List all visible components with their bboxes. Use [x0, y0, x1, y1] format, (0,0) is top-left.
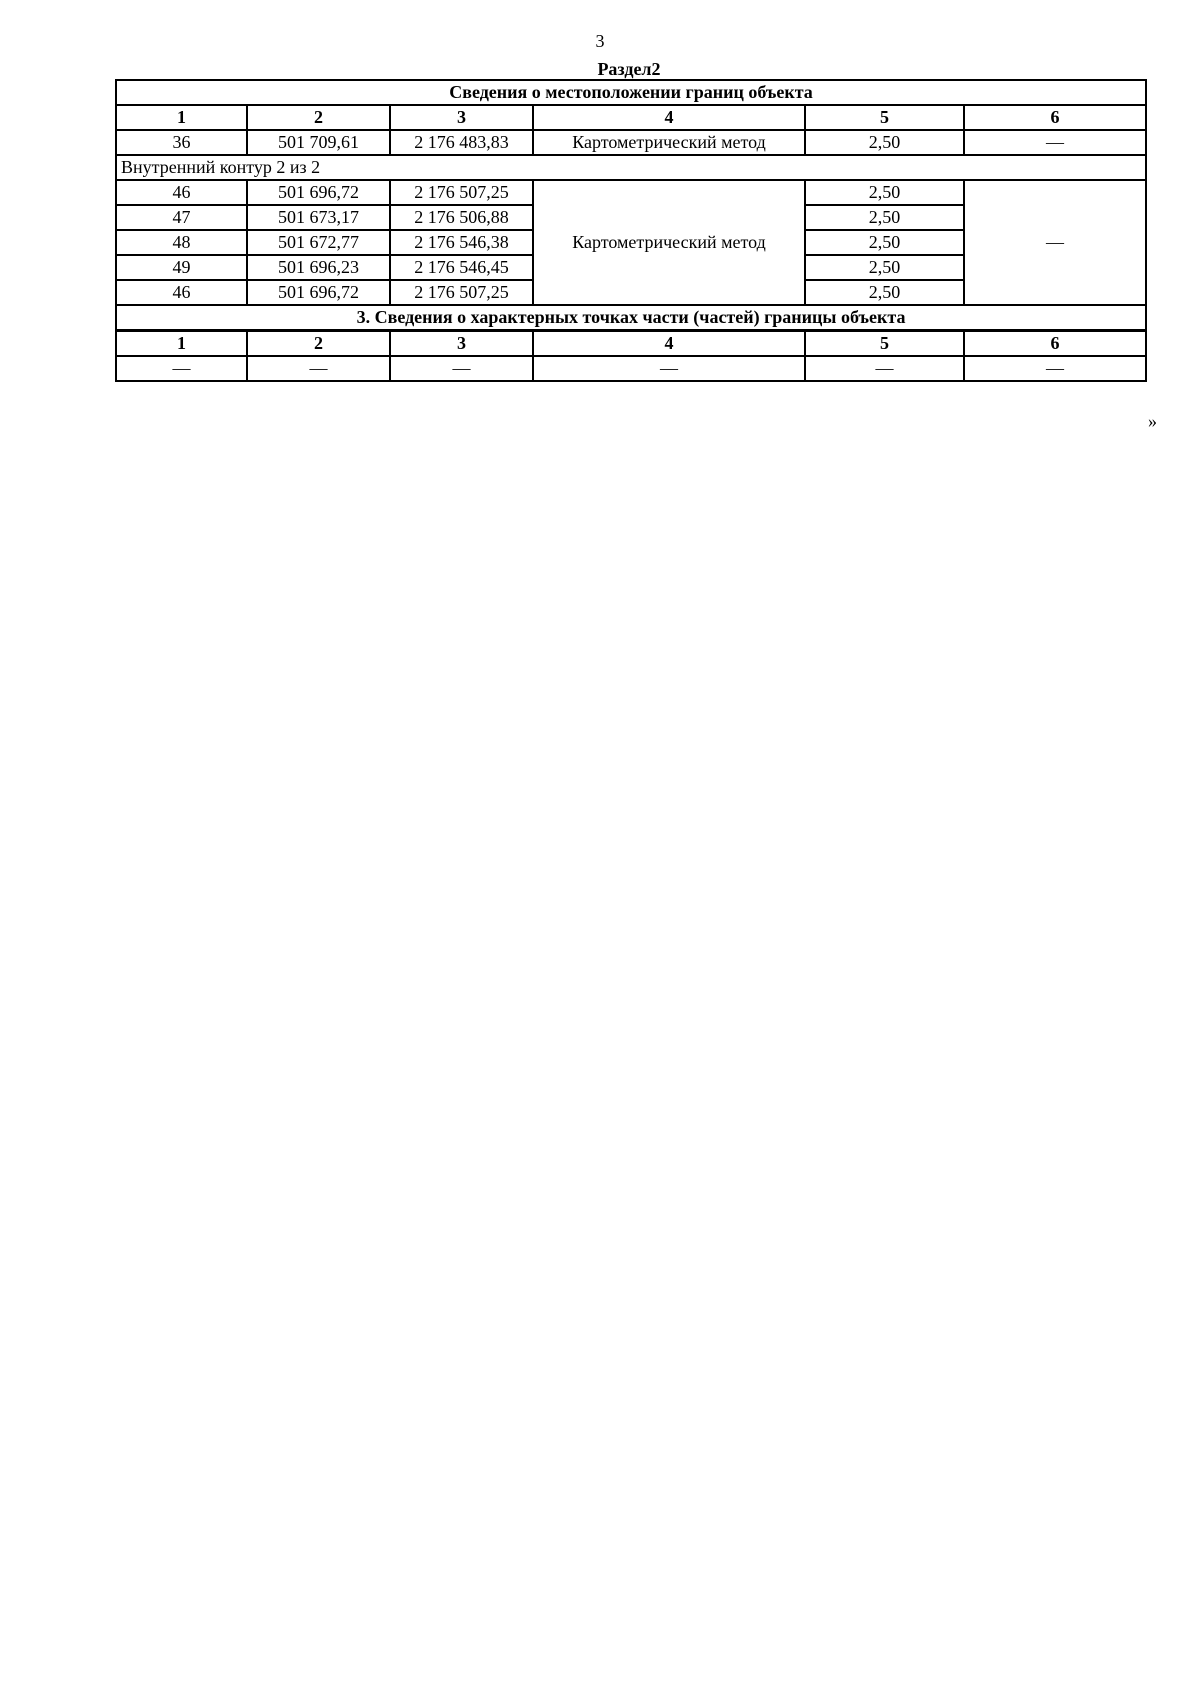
table1-title-row	[116, 80, 1146, 105]
point-number-cell: 46	[116, 280, 247, 305]
x-coordinate-cell: 501 696,23	[247, 255, 390, 280]
x-coordinate-cell: 501 709,61	[247, 130, 390, 155]
column-header: 5	[805, 331, 964, 357]
boundary-table	[115, 79, 1147, 382]
x-coordinate-cell: 501 673,17	[247, 205, 390, 230]
column-header: 5	[805, 105, 964, 130]
contour-label: Внутренний контур 2 из 2	[116, 155, 1146, 180]
table1-title: Сведения о местоположении границ объекта	[116, 80, 1146, 105]
x-coordinate-cell: 501 696,72	[247, 280, 390, 305]
table-row	[116, 356, 1146, 381]
y-coordinate-cell: 2 176 507,25	[390, 180, 533, 205]
y-coordinate-cell: 2 176 546,45	[390, 255, 533, 280]
column-header: 3	[390, 105, 533, 130]
column-header: 6	[964, 331, 1146, 357]
empty-value-cell: —	[964, 356, 1146, 381]
page-number: 3	[595, 31, 605, 51]
y-coordinate-cell: 2 176 506,88	[390, 205, 533, 230]
method-merged-cell: Картометрический метод	[533, 180, 805, 305]
table-row	[116, 130, 1146, 155]
column-header: 4	[533, 331, 805, 357]
y-coordinate-cell: 2 176 546,38	[390, 230, 533, 255]
column-header: 1	[116, 105, 247, 130]
column-header: 4	[533, 105, 805, 130]
section-title: Раздел2	[597, 59, 661, 79]
table2-title: 3. Сведения о характерных точках части (частей) границы объекта	[116, 305, 1146, 331]
accuracy-cell: 2,50	[805, 255, 964, 280]
accuracy-cell: 2,50	[805, 280, 964, 305]
table-row	[116, 180, 1146, 205]
y-coordinate-cell: 2 176 483,83	[390, 130, 533, 155]
x-coordinate-cell: 501 672,77	[247, 230, 390, 255]
description-cell: —	[964, 130, 1146, 155]
empty-value-cell: —	[116, 356, 247, 381]
column-header: 1	[116, 331, 247, 357]
table2-title-row	[116, 305, 1146, 331]
table2-header-row	[116, 331, 1146, 357]
empty-value-cell: —	[805, 356, 964, 381]
empty-value-cell: —	[390, 356, 533, 381]
column-header: 3	[390, 331, 533, 357]
empty-value-cell: —	[533, 356, 805, 381]
accuracy-cell: 2,50	[805, 130, 964, 155]
closing-quote: »	[1148, 411, 1157, 431]
point-number-cell: 48	[116, 230, 247, 255]
method-cell: Картометрический метод	[533, 130, 805, 155]
y-coordinate-cell: 2 176 507,25	[390, 280, 533, 305]
description-merged-cell: —	[964, 180, 1146, 305]
point-number-cell: 47	[116, 205, 247, 230]
accuracy-cell: 2,50	[805, 180, 964, 205]
point-number-cell: 49	[116, 255, 247, 280]
table1-header-row	[116, 105, 1146, 130]
column-header: 6	[964, 105, 1146, 130]
contour-row	[116, 155, 1146, 180]
column-header: 2	[247, 331, 390, 357]
accuracy-cell: 2,50	[805, 205, 964, 230]
column-header: 2	[247, 105, 390, 130]
point-number-cell: 36	[116, 130, 247, 155]
accuracy-cell: 2,50	[805, 230, 964, 255]
point-number-cell: 46	[116, 180, 247, 205]
x-coordinate-cell: 501 696,72	[247, 180, 390, 205]
empty-value-cell: —	[247, 356, 390, 381]
